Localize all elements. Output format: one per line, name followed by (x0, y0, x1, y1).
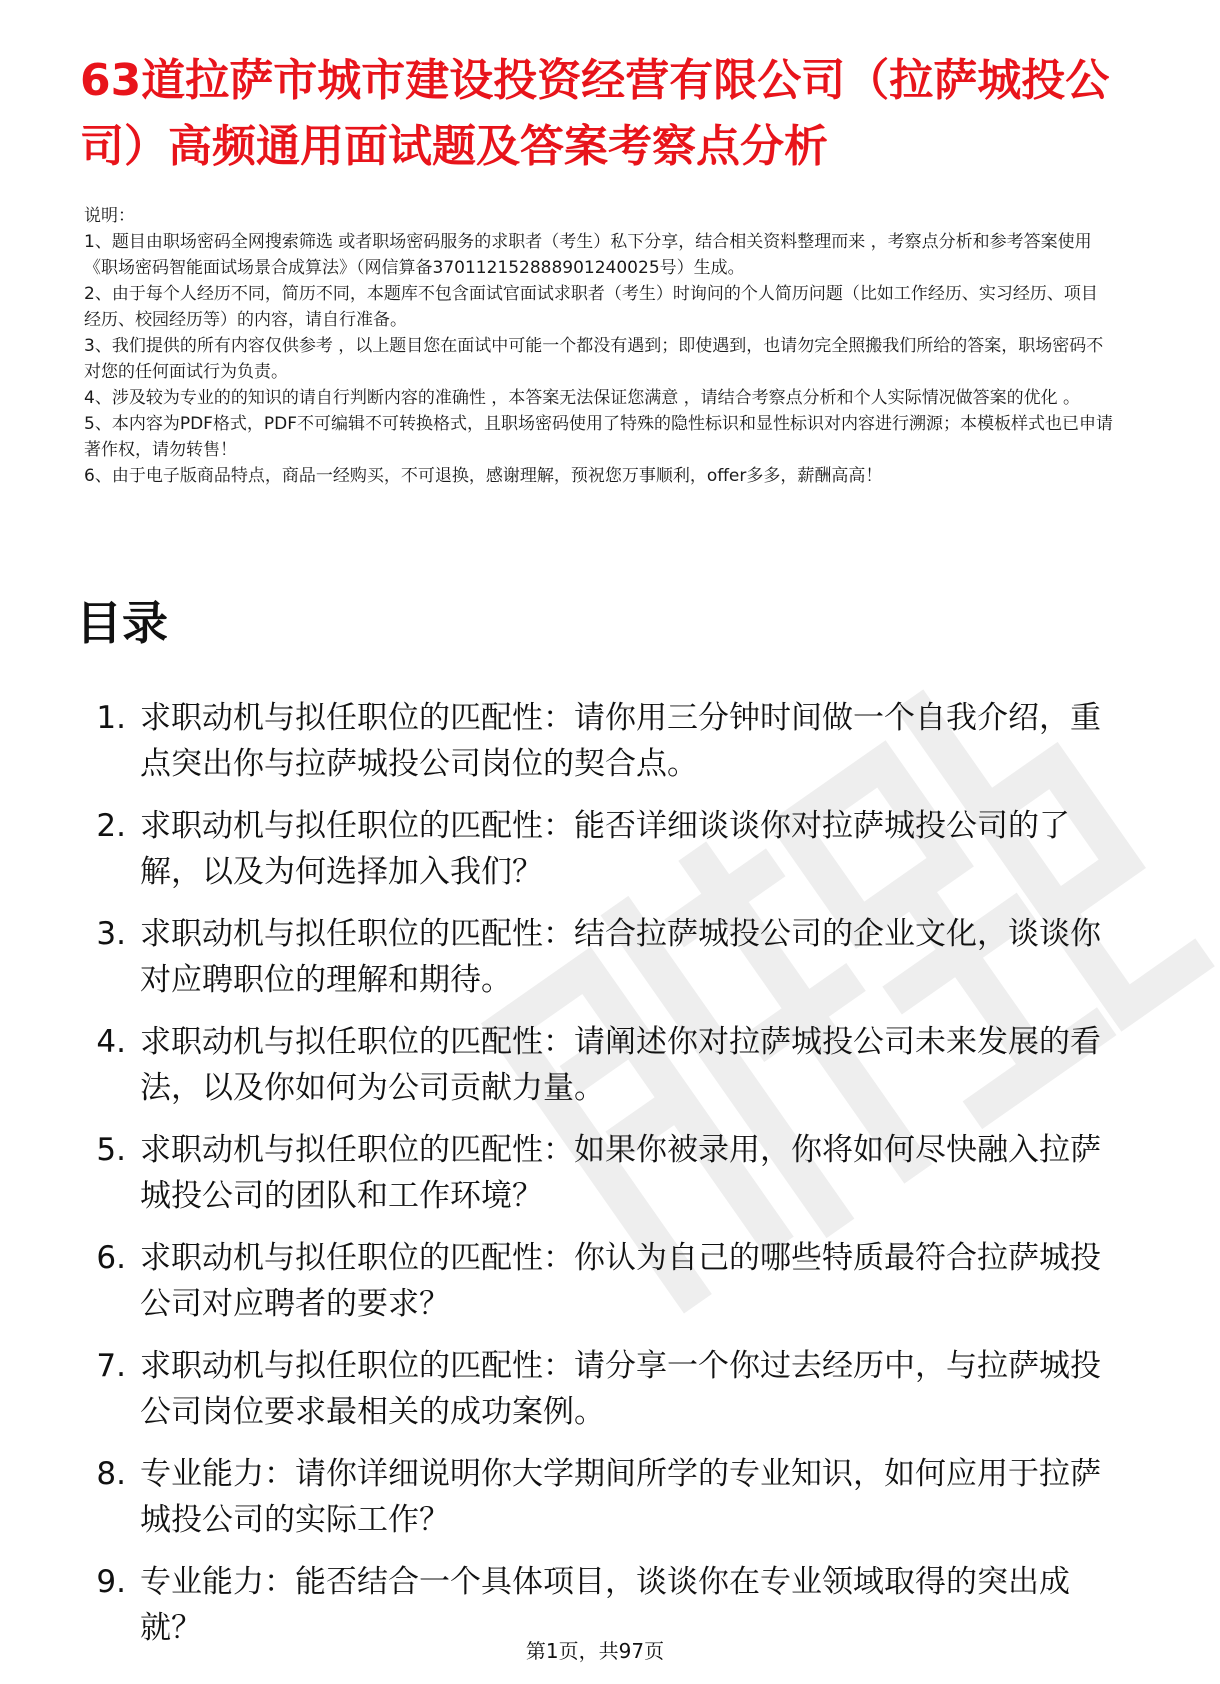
note-item: 2、由于每个人经历不同，简历不同，本题库不包含面试官面试求职者（考生）时询问的个人简历问题（比如工作经历、实习经历、项目经历、校园经历等）的内容，请自行准备。 (84, 284, 1098, 330)
toc-item-number: 3. (96, 916, 126, 952)
toc-item-number: 4. (96, 1024, 126, 1060)
toc-item[interactable] (76, 1019, 1126, 1111)
toc-item-text[interactable]: 求职动机与拟任职位的匹配性：请分享一个你过去经历中，与拉萨城投公司岗位要求最相关的成功案例。 (140, 1348, 1101, 1430)
toc-item-text[interactable]: 求职动机与拟任职位的匹配性：结合拉萨城投公司的企业文化，谈谈你对应聘职位的理解和期待。 (140, 916, 1101, 998)
note-item: 1、题目由职场密码全网搜索筛选 或者职场密码服务的求职者（考生）私下分享，结合相关资料整理而来 ，考察点分析和参考答案使用《职场密码智能面试场景合成算法》（网信算备370112152888901240025号）生成。 (84, 232, 1092, 278)
toc-item[interactable] (76, 911, 1126, 1003)
toc-item-text[interactable]: 求职动机与拟任职位的匹配性：如果你被录用，你将如何尽快融入拉萨城投公司的团队和工作环境？ (140, 1132, 1101, 1214)
toc-heading: 目录 (76, 596, 168, 650)
notes-section (84, 203, 1114, 489)
page-footer: 第1页，共97页 (525, 1639, 665, 1663)
watermark-text: 职场密码 (420, 525, 485, 544)
notes-heading: 说明： (84, 206, 135, 226)
document-title: 63道拉萨市城市建设投资经营有限公司（拉萨城投公司）高频通用面试题及答案考察点分析 (80, 55, 1110, 172)
toc-item[interactable] (76, 803, 1126, 895)
toc-item-number: 8. (96, 1456, 126, 1492)
toc-item-text[interactable]: 专业能力：请你详细说明你大学期间所学的专业知识，如何应用于拉萨城投公司的实际工作？ (140, 1456, 1101, 1538)
note-item: 3、我们提供的所有内容仅供参考 ，以上题目您在面试中可能一个都没有遇到；即使遇到，也请勿完全照搬我们所给的答案，职场密码不对您的任何面试行为负责。 (84, 336, 1104, 382)
toc-item[interactable] (76, 695, 1126, 787)
toc-item-number: 9. (96, 1564, 126, 1600)
toc-item-number: 6. (96, 1240, 126, 1276)
toc-item-text[interactable]: 专业能力：能否结合一个具体项目，谈谈你在专业领域取得的突出成就？ (140, 1564, 1070, 1646)
toc-item[interactable] (76, 1343, 1126, 1435)
note-item: 5、本内容为PDF格式，PDF不可编辑不可转换格式，且职场密码使用了特殊的隐性标识和显性标识对内容进行溯源；本模板样式也已申请著作权，请勿转售！ (84, 414, 1114, 460)
toc-item-text[interactable]: 求职动机与拟任职位的匹配性：你认为自己的哪些特质最符合拉萨城投公司对应聘者的要求？ (140, 1240, 1101, 1322)
toc-item-number: 2. (96, 808, 126, 844)
toc-item-number: 7. (96, 1348, 126, 1384)
note-item: 4、涉及较为专业的的知识的请自行判断内容的准确性 ，本答案无法保证您满意 ，请结合考察点分析和个人实际情况做答案的优化 。 (84, 388, 1081, 408)
toc-item-number: 5. (96, 1132, 126, 1168)
toc-item-text[interactable]: 求职动机与拟任职位的匹配性：请你用三分钟时间做一个自我介绍，重点突出你与拉萨城投公司岗位的契合点。 (140, 700, 1101, 782)
toc-item[interactable] (76, 1235, 1126, 1327)
toc-item-text[interactable]: 求职动机与拟任职位的匹配性：能否详细谈谈你对拉萨城投公司的了解，以及为何选择加入我们？ (140, 808, 1070, 890)
toc-item[interactable] (76, 1127, 1126, 1219)
toc-item-text[interactable]: 求职动机与拟任职位的匹配性：请阐述你对拉萨城投公司未来发展的看法，以及你如何为公司贡献力量。 (140, 1024, 1101, 1106)
toc-item-number: 1. (96, 700, 126, 736)
note-item: 6、由于电子版商品特点，商品一经购买，不可退换，感谢理解，预祝您万事顺利，offer多多，薪酬高高！ (84, 466, 883, 486)
toc-list (76, 695, 1126, 1667)
toc-item[interactable] (76, 1451, 1126, 1543)
